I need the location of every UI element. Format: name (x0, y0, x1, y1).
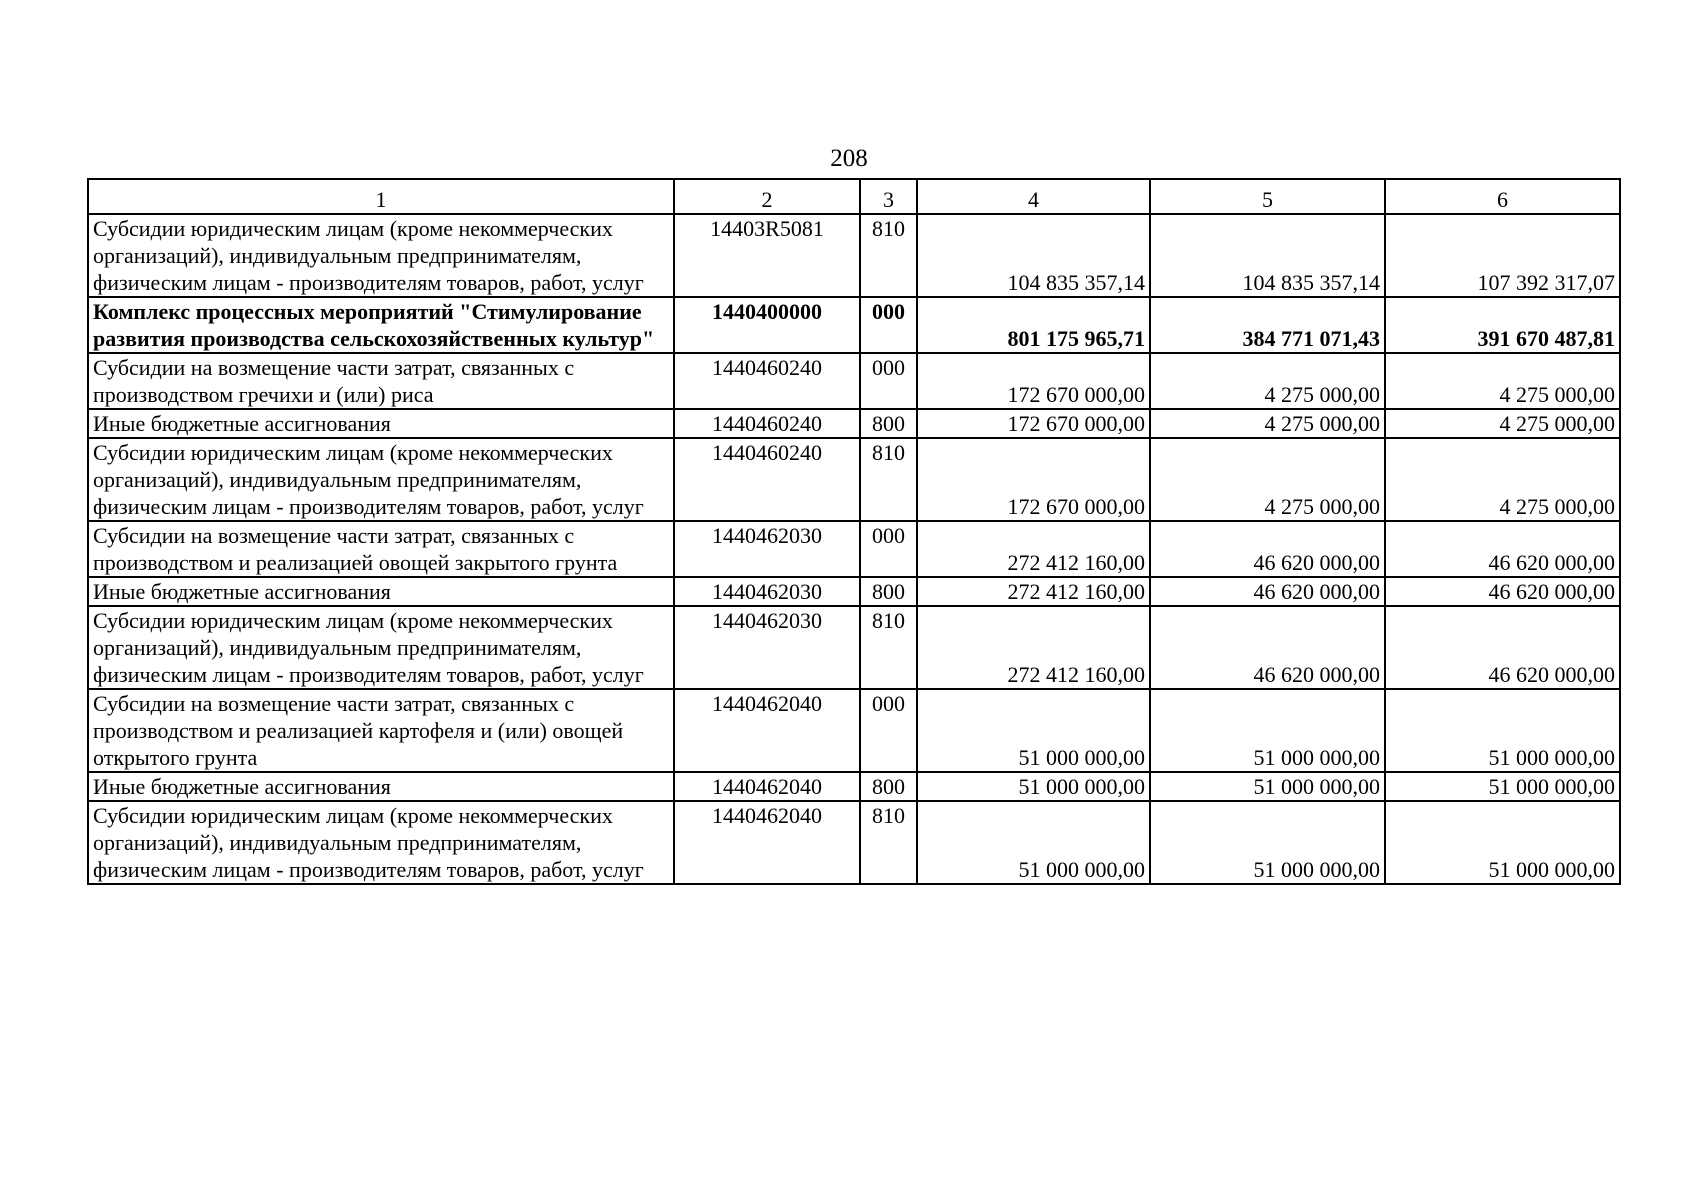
row-amount-col4: 104 835 357,14 (917, 214, 1150, 297)
row-name: Субсидии на возмещение части затрат, связанных с производством и реализацией овощей закрытого грунта (88, 521, 674, 577)
row-expense-type: 810 (860, 214, 917, 297)
row-target-code: 1440462030 (674, 577, 860, 606)
table-row (88, 689, 1620, 772)
row-target-code: 14403R5081 (674, 214, 860, 297)
row-amount-col6: 46 620 000,00 (1385, 577, 1620, 606)
row-amount-col5: 46 620 000,00 (1150, 577, 1385, 606)
row-target-code: 1440462030 (674, 521, 860, 577)
row-amount-col4: 272 412 160,00 (917, 577, 1150, 606)
table-row (88, 438, 1620, 521)
budget-table (87, 178, 1621, 885)
row-expense-type: 000 (860, 353, 917, 409)
row-target-code: 1440460240 (674, 353, 860, 409)
row-amount-col4: 51 000 000,00 (917, 689, 1150, 772)
row-name: Субсидии на возмещение части затрат, связанных с производством гречихи и (или) риса (88, 353, 674, 409)
row-amount-col6: 4 275 000,00 (1385, 353, 1620, 409)
row-amount-col5: 4 275 000,00 (1150, 353, 1385, 409)
row-amount-col6: 46 620 000,00 (1385, 521, 1620, 577)
row-amount-col6: 51 000 000,00 (1385, 772, 1620, 801)
column-header-3: 3 (860, 179, 917, 214)
row-target-code: 1440460240 (674, 409, 860, 438)
table-row (88, 801, 1620, 884)
row-name: Субсидии юридическим лицам (кроме некоммерческих организаций), индивидуальным предпринимателям, физическим лицам - производителям товаров, работ, услуг (88, 214, 674, 297)
row-target-code: 1440400000 (674, 297, 860, 353)
table-row (88, 214, 1620, 297)
row-amount-col6: 107 392 317,07 (1385, 214, 1620, 297)
row-amount-col5: 46 620 000,00 (1150, 606, 1385, 689)
column-header-4: 4 (917, 179, 1150, 214)
row-name: Субсидии юридическим лицам (кроме некоммерческих организаций), индивидуальным предпринимателям, физическим лицам - производителям товаров, работ, услуг (88, 438, 674, 521)
row-name: Субсидии юридическим лицам (кроме некоммерческих организаций), индивидуальным предпринимателям, физическим лицам - производителям товаров, работ, услуг (88, 606, 674, 689)
row-amount-col4: 51 000 000,00 (917, 801, 1150, 884)
row-target-code: 1440460240 (674, 438, 860, 521)
page-number: 208 (830, 145, 868, 172)
row-amount-col5: 4 275 000,00 (1150, 438, 1385, 521)
row-target-code: 1440462040 (674, 772, 860, 801)
row-name: Иные бюджетные ассигнования (88, 577, 674, 606)
row-expense-type: 800 (860, 772, 917, 801)
row-amount-col5: 46 620 000,00 (1150, 521, 1385, 577)
row-amount-col6: 51 000 000,00 (1385, 801, 1620, 884)
row-target-code: 1440462040 (674, 801, 860, 884)
table-row (88, 521, 1620, 577)
row-amount-col4: 172 670 000,00 (917, 353, 1150, 409)
row-amount-col5: 51 000 000,00 (1150, 689, 1385, 772)
row-expense-type: 800 (860, 409, 917, 438)
row-amount-col6: 4 275 000,00 (1385, 409, 1620, 438)
table-row (88, 772, 1620, 801)
row-amount-col4: 172 670 000,00 (917, 438, 1150, 521)
table-row (88, 409, 1620, 438)
column-header-5: 5 (1150, 179, 1385, 214)
row-name: Комплекс процессных мероприятий "Стимулирование развития производства сельскохозяйственных культур" (88, 297, 674, 353)
table-row (88, 606, 1620, 689)
row-amount-col6: 46 620 000,00 (1385, 606, 1620, 689)
row-expense-type: 800 (860, 577, 917, 606)
row-target-code: 1440462040 (674, 689, 860, 772)
row-amount-col4: 51 000 000,00 (917, 772, 1150, 801)
row-expense-type: 810 (860, 438, 917, 521)
row-amount-col4: 172 670 000,00 (917, 409, 1150, 438)
row-amount-col5: 4 275 000,00 (1150, 409, 1385, 438)
row-name: Иные бюджетные ассигнования (88, 772, 674, 801)
column-header-6: 6 (1385, 179, 1620, 214)
row-amount-col5: 384 771 071,43 (1150, 297, 1385, 353)
column-header-2: 2 (674, 179, 860, 214)
row-amount-col6: 4 275 000,00 (1385, 438, 1620, 521)
row-target-code: 1440462030 (674, 606, 860, 689)
row-expense-type: 810 (860, 801, 917, 884)
row-expense-type: 810 (860, 606, 917, 689)
row-name: Субсидии юридическим лицам (кроме некоммерческих организаций), индивидуальным предпринимателям, физическим лицам - производителям товаров, работ, услуг (88, 801, 674, 884)
row-amount-col6: 391 670 487,81 (1385, 297, 1620, 353)
row-name: Субсидии на возмещение части затрат, связанных с производством и реализацией картофеля и (или) овощей открытого грунта (88, 689, 674, 772)
row-expense-type: 000 (860, 521, 917, 577)
table-row (88, 577, 1620, 606)
header-row (88, 179, 1620, 214)
row-expense-type: 000 (860, 297, 917, 353)
table-row-section (88, 297, 1620, 353)
row-expense-type: 000 (860, 689, 917, 772)
row-amount-col6: 51 000 000,00 (1385, 689, 1620, 772)
row-amount-col4: 801 175 965,71 (917, 297, 1150, 353)
row-amount-col5: 104 835 357,14 (1150, 214, 1385, 297)
row-amount-col5: 51 000 000,00 (1150, 801, 1385, 884)
row-amount-col4: 272 412 160,00 (917, 606, 1150, 689)
row-amount-col4: 272 412 160,00 (917, 521, 1150, 577)
column-header-1: 1 (88, 179, 674, 214)
row-amount-col5: 51 000 000,00 (1150, 772, 1385, 801)
row-name: Иные бюджетные ассигнования (88, 409, 674, 438)
table-row (88, 353, 1620, 409)
